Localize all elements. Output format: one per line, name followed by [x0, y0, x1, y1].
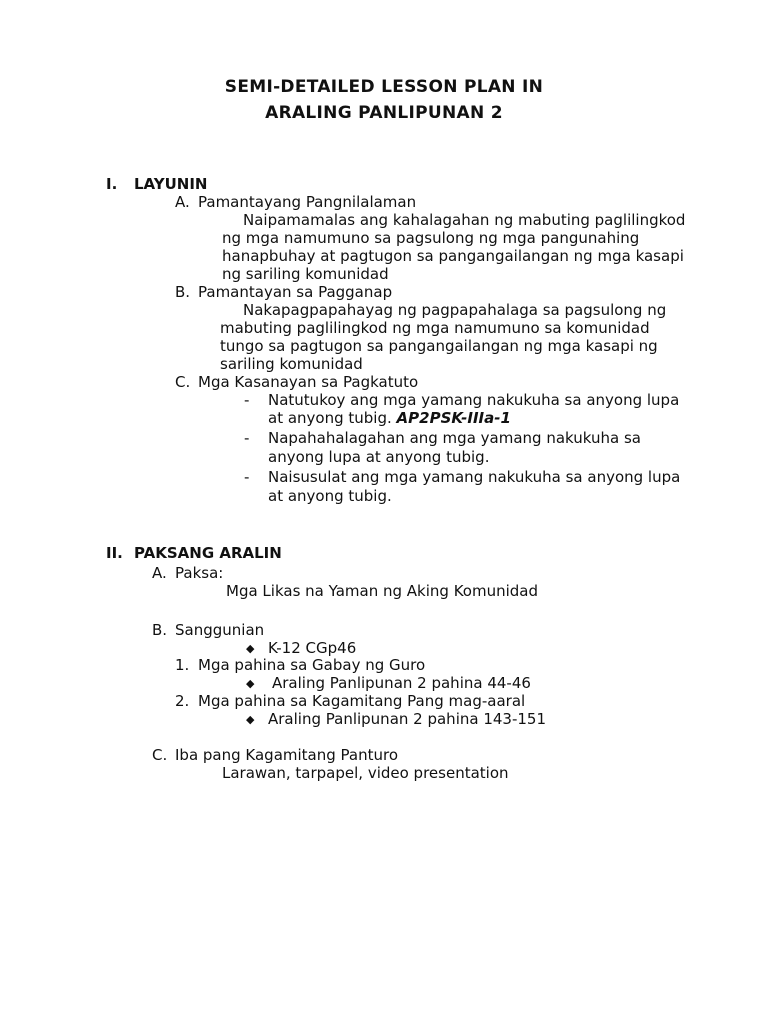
- competency-code: AP2PSK-IIIa-1: [396, 409, 511, 427]
- item-b-heading: Pamantayan sa Pagganap: [198, 283, 393, 301]
- item-a-label: A.: [175, 193, 190, 211]
- reference-item: Araling Panlipunan 2 pahina 143-151: [268, 710, 546, 728]
- item-a-label: A.: [152, 564, 167, 582]
- dash-bullet: -: [244, 391, 250, 409]
- competency-line: anyong lupa at anyong tubig.: [268, 448, 490, 466]
- title-line-2: ARALING PANLIPUNAN 2: [265, 103, 503, 123]
- title-line-1: SEMI-DETAILED LESSON PLAN IN: [224, 77, 544, 97]
- reference-item: Araling Panlipunan 2 pahina 44-46: [272, 674, 531, 692]
- item-b-label: B.: [175, 283, 191, 301]
- sub-item-label: 1.: [175, 656, 190, 674]
- paragraph-line: Naipamamalas ang kahalagahan ng mabuting paglilingkod: [243, 211, 686, 229]
- materials-value: Larawan, tarpapel, video presentation: [222, 764, 509, 782]
- competency-line: Napahahalagahan ang mga yamang nakukuha sa: [268, 429, 641, 447]
- competency-text: at anyong tubig.: [268, 409, 392, 427]
- item-a-heading: Paksa:: [175, 564, 224, 582]
- section-2-numeral: II.: [106, 544, 123, 562]
- topic-value: Mga Likas na Yaman ng Aking Komunidad: [226, 582, 538, 600]
- item-b-label: B.: [152, 621, 168, 639]
- item-a-heading: Pamantayang Pangnilalaman: [198, 193, 417, 211]
- section-1-numeral: I.: [106, 175, 118, 193]
- paragraph-line: ng sariling komunidad: [222, 265, 389, 283]
- section-1-heading: LAYUNIN: [134, 175, 208, 193]
- dash-bullet: -: [244, 429, 250, 447]
- competency-line: at anyong tubig.: [268, 487, 392, 505]
- item-c-heading: Mga Kasanayan sa Pagkatuto: [198, 373, 419, 391]
- section-2-heading: PAKSANG ARALIN: [134, 544, 282, 562]
- reference-item: K-12 CGp46: [268, 639, 357, 657]
- item-c-label: C.: [175, 373, 191, 391]
- paragraph-line: ng mga namumuno sa pagsulong ng mga pangunahing: [222, 229, 640, 247]
- item-b-heading: Sanggunian: [175, 621, 265, 639]
- paragraph-line: hanapbuhay at pagtugon sa pangangailangan ng mga kasapi: [222, 247, 684, 265]
- competency-line: [268, 409, 511, 427]
- paragraph-line: mabuting paglilingkod ng mga namumuno sa komunidad: [220, 319, 650, 337]
- dash-bullet: -: [244, 468, 250, 486]
- item-c-heading: Iba pang Kagamitang Panturo: [175, 746, 399, 764]
- diamond-bullet: ◆: [246, 677, 255, 690]
- competency-line: Natutukoy ang mga yamang nakukuha sa anyong lupa: [268, 391, 680, 409]
- competency-line: Naisusulat ang mga yamang nakukuha sa anyong lupa: [268, 468, 681, 486]
- paragraph-line: tungo sa pagtugon sa pangangailangan ng mga kasapi ng: [220, 337, 658, 355]
- diamond-bullet: ◆: [246, 642, 255, 655]
- diamond-bullet: ◆: [246, 713, 255, 726]
- sub-item-heading: Mga pahina sa Kagamitang Pang mag-aaral: [198, 692, 526, 710]
- sub-item-label: 2.: [175, 692, 190, 710]
- paragraph-line: sariling komunidad: [220, 355, 363, 373]
- sub-item-heading: Mga pahina sa Gabay ng Guro: [198, 656, 426, 674]
- paragraph-line: Nakapagpapahayag ng pagpapahalaga sa pagsulong ng: [243, 301, 667, 319]
- item-c-label: C.: [152, 746, 168, 764]
